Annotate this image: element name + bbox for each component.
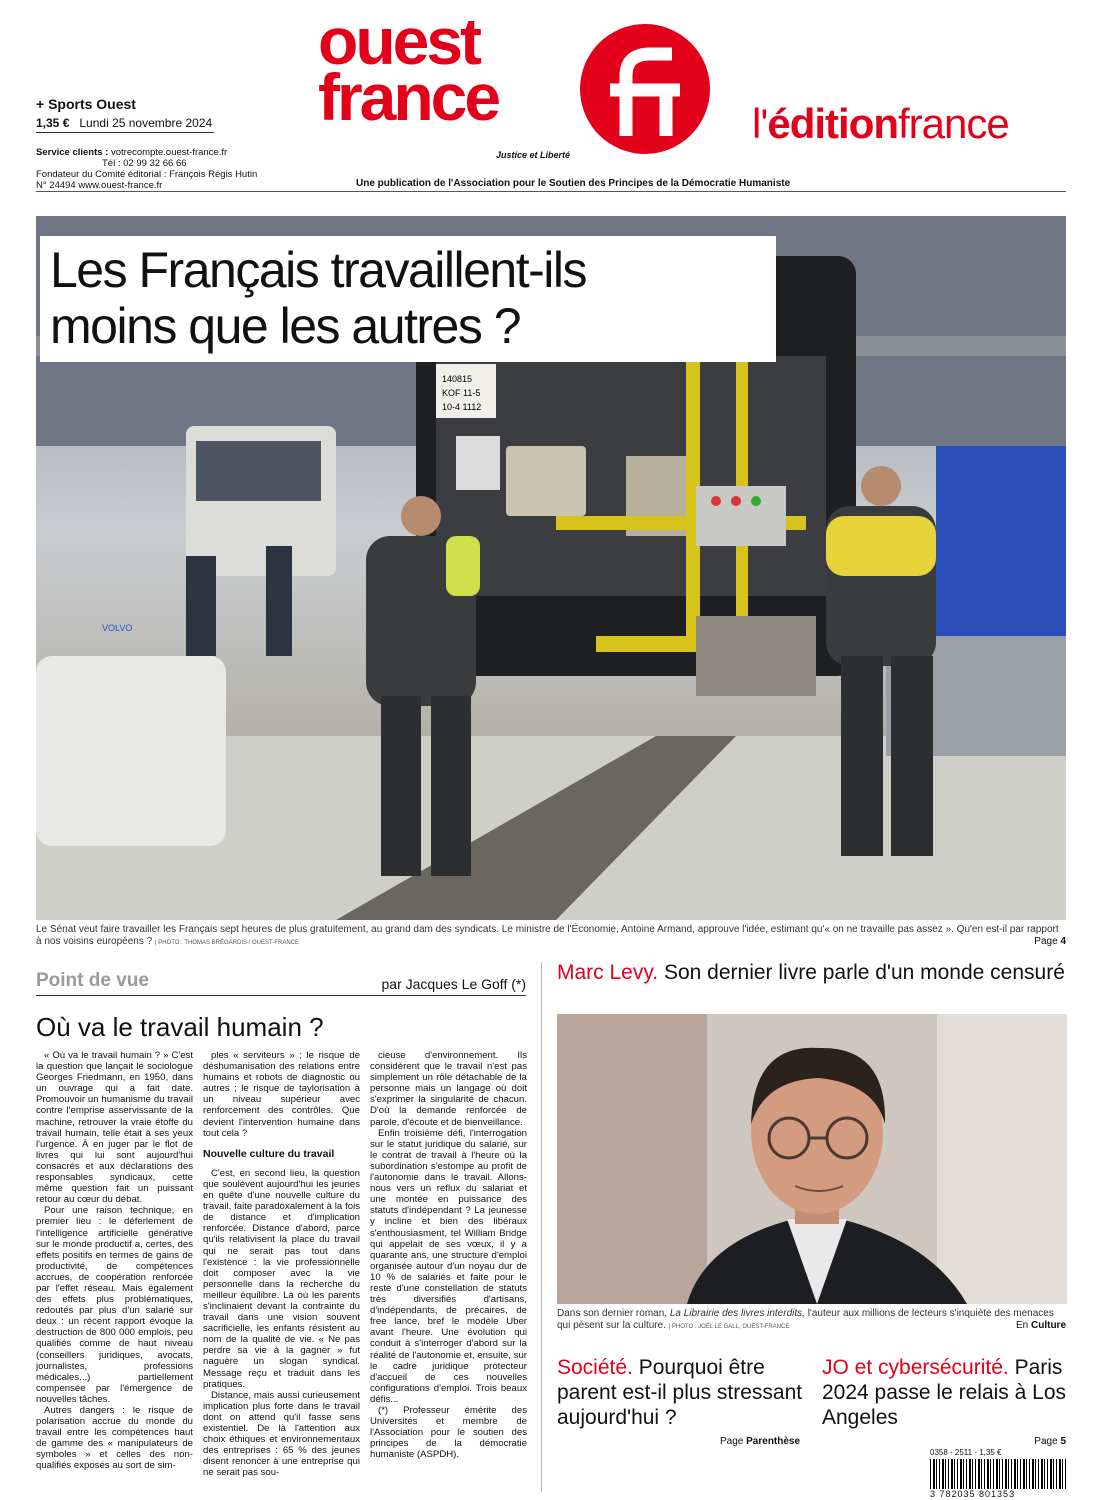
opinion-body [36, 1050, 528, 1494]
main-headline-line1[interactable]: Les Français travaillent-ils [50, 242, 586, 298]
hero-photo-credit: | PHOTO : THOMAS BRÉGARDIS / OUEST-FRANCE [154, 940, 299, 946]
opinion-column-1 [36, 1050, 193, 1494]
barcode-top-number: 0358 - 2511 - 1,35 € [930, 1448, 1002, 1457]
levy-ref-section: Culture [1031, 1320, 1066, 1331]
service-phone: Tél : 02 99 32 66 66 [102, 158, 187, 169]
edition-logo [752, 100, 1009, 148]
opinion-paragraph: Distance, mais aussi curieusement implication plus forte dans le travail dont on attend qu'il fasse sens existentiel. De là l'attention aux choix éthiques et environnementaux des entreprises : 65 % des jeunes disent renoncer à une entreprise qui ne serait pas sou- [203, 1389, 360, 1479]
opinion-paragraph: « Où va le travail humain ? » C'est la question que lançait le sociologue Georges Friedmann, en 1950, dans un ouvrage qui a fait date. Promouvoir un humanisme du travail contre l'emprise asservissante de la machine, retrouver la vraie étoffe du travail humain, telle était à ses yeux l'urgence. À en juger par le flot de livres qui lui sont aujourd'hui consacrés et aux déclarations des responsables syndicaux, cette même question fait un puissant retour au cœur du débat. [36, 1050, 193, 1206]
levy-kicker: Marc Levy. [557, 961, 659, 984]
founder-line: Fondateur du Comité éditorial : François Régis Hutin [36, 169, 258, 180]
teaser-title: Pourquoi être parent est-il plus stressant aujourd'hui ? [557, 1356, 803, 1429]
masthead-divider [36, 191, 1066, 192]
teaser-ref-label: Page [1034, 1436, 1058, 1447]
levy-caption [557, 1308, 1067, 1333]
main-headline-line2[interactable]: moins que les autres ? [50, 298, 521, 354]
price: 1,35 € [36, 116, 70, 130]
teaser-ref-value: 5 [1060, 1436, 1066, 1447]
logo-circle-icon [580, 24, 710, 154]
opinion-footnote: (*) Professeur émérite des Universités et membre de l'Association pour le soutien des principes de la démocratie humaniste (ASPDH). [370, 1405, 527, 1461]
headline-box [40, 236, 776, 362]
hero-page-number: 4 [1060, 936, 1066, 947]
teaser-jo[interactable] [822, 1355, 1067, 1430]
hero-caption-text: Le Sénat veut faire travailler les Français sept heures de plus gratuitement, au grand dam des syndicats. Le ministre de l'Économie, Antoine Armand, approuve l'idée, estimant qu'« on ne travaille pas assez ». Qu'en est-il par rapport à nos voisins européens ? [36, 924, 1059, 947]
levy-caption-pre: Dans son dernier roman, [557, 1308, 668, 1319]
service-site[interactable]: votrecompte.ouest-france.fr [111, 147, 228, 158]
teaser-kicker: Société. [557, 1356, 633, 1379]
opinion-paragraph: ples « serviteurs » ; le risque de déshumanisation des relations entre humains et robots de diagnostic ou autres ; le risque de taylorisation à un niveau supérieur avec renforcement des contrôles. Que devient l'intervention humaine dans tout cela ? [203, 1050, 360, 1139]
edition-post: france [898, 100, 1009, 147]
levy-portrait[interactable] [557, 1014, 1067, 1304]
opinion-author: par Jacques Le Goff (*) [381, 976, 526, 992]
levy-ref-label: En [1015, 1320, 1029, 1331]
opinion-kicker: Point de vue [36, 970, 149, 991]
levy-section-ref[interactable] [1016, 1320, 1066, 1331]
logo-word-ouest: ouest [318, 4, 480, 78]
edition-pre: l' [752, 100, 768, 147]
opinion-title[interactable]: Où va le travail humain ? [36, 1012, 324, 1042]
hero-page-ref[interactable] [1034, 936, 1066, 947]
opinion-header [36, 970, 526, 996]
teaser-kicker: JO et cybersécurité. [822, 1356, 1009, 1379]
hero-caption [36, 924, 1066, 949]
logo-word-france: france [318, 60, 499, 134]
barcode-digits: 3 782035 801353 [930, 1489, 1016, 1499]
teaser-ref-value: Parenthèse [746, 1436, 801, 1447]
photo-sign-1: 140815 [442, 374, 473, 384]
photo-sign-3: 10-4 1112 [442, 402, 482, 412]
motto: Justice et Liberté [496, 150, 571, 160]
levy-caption-post: l'auteur aux millions de lecteurs s'inquiète des menaces qui pèsent sur la culture. [557, 1308, 1054, 1331]
teaser-ref-label: Page [720, 1436, 744, 1447]
ouest-france-logo [318, 6, 718, 166]
opinion-subhead: Nouvelle culture du travail [203, 1147, 335, 1160]
teaser-societe[interactable] [557, 1355, 807, 1430]
barcode-bars-icon [930, 1459, 1066, 1489]
opinion-paragraph: cieuse d'environnement. Ils considèrent que le travail n'est pas simplement un rôle détachable de la personne mais un langage où doit s'exprimer la singularité de chacun. D'où la demande renforcée de parole, d'écoute et de bienveillance. [370, 1050, 527, 1128]
teaser-societe-ref[interactable] [720, 1436, 800, 1447]
opinion-paragraph: Enfin troisième défi, l'interrogation sur le statut juridique du salarié, sur le contrat de travail à l'heure où la subordination s'estompe au profit de l'autonomie dans le travail. Allons-nous vers un reflux du salariat et une montée en puissance des statuts d'indépendant ? La jeunesse y incline et bien des libéraux s'enthousiasment, tel William Bridge qui appelait de ses vœux, il y a quarante ans, une structure d'emploi organisée autour d'un noyau dur de 10 % de salariés et faite pour le reste d'une constellation de statuts très diversifiés d'artisans, d'indépendants, de précaires, de free lance, bref le modèle Uber avant l'heure. Une évolution qui conduit à s'interroger d'abord sur la réalité de l'autonomie et, ensuite, sur le cadre juridique protecteur d'accueil de ces nouvelles configurations d'emploi. Trois beaux défis... [370, 1127, 527, 1405]
edition-bold: édition [767, 100, 899, 147]
opinion-column-3 [370, 1050, 527, 1494]
opinion-paragraph: C'est, en second lieu, la question que soulèvent aujourd'hui les jeunes en quête d'une nouvelle culture du travail, faite paradoxalement à la fois de distance et d'implication renforcée. Distance d'abord, parce qu'ils relativisent la place du travail qui ne serait pas tout dans l'existence : la vie professionnelle doit composer avec la vie personnelle dans la recherche du meilleur équilibre. Là où les parents s'inclinaient devant la contrainte du travail dans une vision souvent sacrificielle, les enfants résistent au nom de la qualité de vie. « Ne pas perdre sa vie à la gagner » fut naguère un slogan syndical. Message reçu et traduit dans les pratiques. [203, 1167, 360, 1390]
opinion-paragraph: Pour une raison technique, en premier lieu : le déferlement de l'intelligence artificielle générative sur le monde productif a, certes, des effets positifs en termes de gains de productivité, de compétences accrues, de coopération renforcée par l'effet réseau. Mais également des effets plus problématiques, redoutés par plus d'un salarié sur deux : un récent rapport évoque la destruction de 800 000 emplois, peu qualifiés comme de haut niveau (conseillers juridiques, avocats, journalistes, professions médicales...) partiellement compensée par l'émergence de nouvelles tâches. [36, 1205, 193, 1405]
barcode [930, 1448, 1066, 1499]
levy-photo-credit: | PHOTO : JOËL LE GALL, OUEST-FRANCE [668, 1324, 790, 1330]
teaser-jo-ref[interactable] [1034, 1436, 1066, 1447]
issue-date: Lundi 25 novembre 2024 [79, 116, 213, 130]
issue-number: N° 24494 www.ouest-france.fr [36, 180, 163, 191]
photo-sign-volvo: VOLVO [102, 623, 133, 633]
teaser-title: Paris 2024 passe le relais à Los Angeles [822, 1356, 1066, 1429]
price-date [36, 116, 214, 133]
supplement-label: + Sports Ouest [36, 96, 136, 112]
column-divider [541, 962, 542, 1492]
opinion-paragraph: Autres dangers : le risque de polarisation accrue du monde du travail entre les compétences haut de gamme des « manipulateurs de symboles » et celles des non-qualifiés exposés au sort de sim- [36, 1405, 193, 1472]
photo-sign-2: KOF 11-5 [442, 388, 481, 398]
levy-headline[interactable] [557, 960, 1067, 985]
masthead-info [36, 96, 286, 191]
levy-caption-book: La Librairie des livres interdits, [669, 1308, 805, 1319]
contact-block [36, 147, 286, 191]
hero-page-label: Page [1034, 936, 1058, 947]
levy-title-text: Son dernier livre parle d'un monde censuré [663, 961, 1065, 984]
publication-line: Une publication de l'Association pour le Soutien des Principes de la Démocratie Humaniste [356, 178, 791, 189]
portrait-illustration [557, 1014, 1067, 1304]
service-label: Service clients : [36, 147, 109, 158]
opinion-column-2 [203, 1050, 360, 1494]
